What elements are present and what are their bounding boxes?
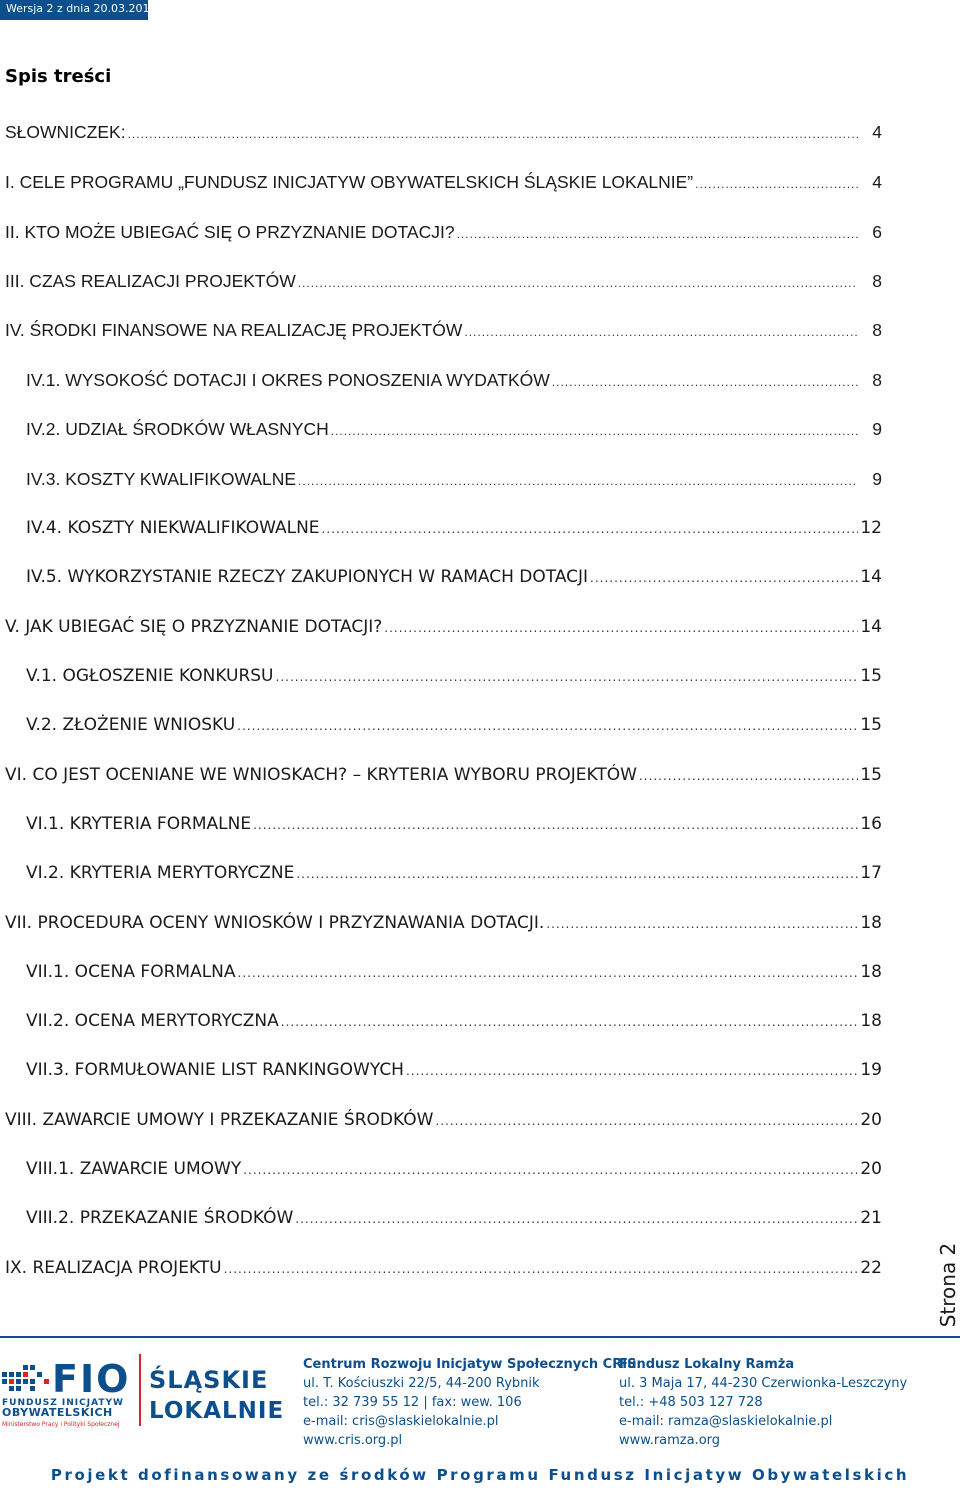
toc-entry[interactable]	[26, 567, 882, 595]
toc-entry-title: VII.2. OCENA MERYTORYCZNA	[26, 1011, 279, 1031]
contact-ramza	[619, 1355, 907, 1450]
toc-leader-dots	[128, 127, 858, 141]
toc-entry[interactable]	[26, 962, 882, 990]
contact-phone: tel.: 32 739 55 12 | fax: wew. 106	[303, 1395, 522, 1410]
fio-logo	[0, 1348, 135, 1430]
toc-entry-page: 15	[860, 765, 882, 785]
toc-entry[interactable]	[26, 1159, 882, 1187]
toc-entry[interactable]	[5, 122, 882, 150]
fio-dot-grid	[2, 1365, 49, 1391]
contact-org: Fundusz Lokalny Ramża	[619, 1357, 795, 1372]
toc-entry-title: I. CELE PROGRAMU „FUNDUSZ INICJATYW OBYWATELSKICH ŚLĄSKIE LOKALNIE”	[5, 172, 694, 192]
toc-entry-title: VIII.2. PRZEKAZANIE ŚRODKÓW	[26, 1208, 294, 1228]
toc-entry-page: 20	[860, 1159, 882, 1179]
toc-entry-title: IV. ŚRODKI FINANSOWE NA REALIZACJĘ PROJEKTÓW	[5, 320, 463, 340]
toc-entry-page: 4	[872, 122, 882, 142]
toc-entry[interactable]	[26, 814, 882, 842]
slaskie-lokalnie-logo	[145, 1358, 285, 1428]
toc-entry-page: 20	[860, 1110, 882, 1130]
toc-entry[interactable]	[5, 765, 882, 793]
toc-entry-title: V.2. ZŁOŻENIE WNIOSKU	[26, 715, 236, 735]
toc-leader-dots	[296, 867, 858, 881]
contact-cris	[303, 1355, 636, 1450]
toc-leader-dots	[298, 474, 858, 488]
toc-entry-title: IV.5. WYKORZYSTANIE RZECZY ZAKUPIONYCH W RAMACH DOTACJI	[26, 567, 589, 587]
toc-entry-title: VIII.1. ZAWARCIE UMOWY	[26, 1159, 242, 1179]
toc-entry-page: 21	[860, 1208, 882, 1228]
toc-entry[interactable]	[5, 1110, 882, 1138]
toc-leader-dots	[322, 522, 858, 536]
contact-phone: tel.: +48 503 127 728	[619, 1395, 763, 1410]
toc-entry[interactable]	[5, 271, 882, 299]
toc-entry[interactable]	[26, 1011, 882, 1039]
page-number-text: Strona 2	[936, 1242, 960, 1328]
toc-entry-title: IV.2. UDZIAŁ ŚRODKÓW WŁASNYCH	[26, 419, 329, 439]
toc-entry[interactable]	[5, 320, 882, 348]
toc-entry-title: VII. PROCEDURA OCENY WNIOSKÓW I PRZYZNAWANIA DOTACJI.	[5, 913, 545, 933]
toc-heading: Spis treści	[5, 66, 112, 87]
toc-entry-page: 15	[860, 715, 882, 735]
toc-entry-page: 22	[860, 1258, 882, 1278]
toc-entry-page: 17	[860, 863, 882, 883]
toc-entry[interactable]	[26, 1208, 882, 1236]
toc-entry[interactable]	[26, 1060, 882, 1088]
toc-entry-page: 16	[860, 814, 882, 834]
toc-entry-title: II. KTO MOŻE UBIEGAĆ SIĘ O PRZYZNANIE DOTACJI?	[5, 222, 455, 242]
toc-entry-page: 9	[872, 419, 882, 439]
toc-entry-page: 14	[860, 567, 882, 587]
toc-entry-page: 14	[860, 617, 882, 637]
toc-leader-dots	[590, 571, 858, 585]
fio-subtitle-2: OBYWATELSKICH	[2, 1406, 113, 1419]
toc-leader-dots	[224, 1262, 858, 1276]
toc-entry[interactable]	[26, 863, 882, 891]
toc-leader-dots	[406, 1064, 858, 1078]
toc-entry[interactable]	[5, 913, 882, 941]
toc-entry[interactable]	[5, 1258, 882, 1286]
toc-leader-dots	[331, 424, 858, 438]
toc-entry[interactable]	[5, 222, 882, 250]
contact-email[interactable]: e-mail: ramza@slaskielokalnie.pl	[619, 1414, 833, 1429]
logo-separator	[139, 1354, 141, 1426]
toc-entry[interactable]	[26, 469, 882, 497]
footer-divider	[0, 1336, 960, 1338]
contact-org: Centrum Rozwoju Inicjatyw Społecznych CRIS	[303, 1357, 637, 1372]
toc-entry-page: 8	[872, 370, 882, 390]
slaskie-line-1: ŚLĄSKIE	[149, 1366, 269, 1394]
toc-entry-page: 18	[860, 962, 882, 982]
toc-entry-page: 8	[872, 320, 882, 340]
toc-entry[interactable]	[5, 172, 882, 200]
toc-entry-title: V. JAK UBIEGAĆ SIĘ O PRZYZNANIE DOTACJI?	[5, 617, 383, 637]
toc-leader-dots	[435, 1114, 858, 1128]
toc-entry-title: SŁOWNICZEK:	[5, 122, 126, 142]
page-number-label	[928, 1242, 960, 1328]
toc-leader-dots	[384, 621, 858, 635]
toc-entry[interactable]	[26, 666, 882, 694]
contact-website[interactable]: www.ramza.org	[619, 1433, 721, 1448]
toc-leader-dots	[295, 1212, 858, 1226]
contact-address: ul. T. Kościuszki 22/5, 44-200 Rybnik	[303, 1376, 540, 1391]
slaskie-line-2: LOKALNIE	[149, 1398, 285, 1424]
toc-leader-dots	[253, 818, 858, 832]
toc-entry-title: VII.3. FORMUŁOWANIE LIST RANKINGOWYCH	[26, 1060, 404, 1080]
toc-entry[interactable]	[26, 370, 882, 398]
toc-leader-dots	[298, 276, 858, 290]
fio-wordmark: FIO	[52, 1357, 131, 1401]
toc-leader-dots	[276, 670, 858, 684]
funding-banner: Projekt dofinansowany ze środków Programu Fundusz Inicjatyw Obywatelskich	[50, 1466, 910, 1484]
contact-email[interactable]: e-mail: cris@slaskielokalnie.pl	[303, 1414, 499, 1429]
toc-entry-title: IX. REALIZACJA PROJEKTU	[5, 1258, 222, 1278]
contact-address: ul. 3 Maja 17, 44-230 Czerwionka-Leszczyny	[619, 1376, 908, 1391]
toc-leader-dots	[464, 325, 858, 339]
toc-entry-title: III. CZAS REALIZACJI PROJEKTÓW	[5, 271, 296, 291]
toc-entry-page: 8	[872, 271, 882, 291]
contact-website[interactable]: www.cris.org.pl	[303, 1433, 403, 1448]
toc-entry-title: VI.2. KRYTERIA MERYTORYCZNE	[26, 863, 295, 883]
toc-entry-page: 9	[872, 469, 882, 489]
footer-logos	[0, 1348, 285, 1433]
toc-entry-title: IV.3. KOSZTY KWALIFIKOWALNE	[26, 469, 297, 489]
toc-entry-title: V.1. OGŁOSZENIE KONKURSU	[26, 666, 274, 686]
toc-leader-dots	[238, 966, 858, 980]
toc-entry-page: 18	[860, 1011, 882, 1031]
toc-leader-dots	[552, 375, 858, 389]
fio-subtitle-1: FUNDUSZ INICJATYW	[2, 1398, 124, 1408]
toc-entry-title: VI.1. KRYTERIA FORMALNE	[26, 814, 252, 834]
fio-ministry: Ministerstwo Pracy i Polityki Społecznej	[2, 1421, 120, 1428]
toc-entry-title: VII.1. OCENA FORMALNA	[26, 962, 236, 982]
toc-entry-page: 18	[860, 913, 882, 933]
toc-entry-title: VI. CO JEST OCENIANE WE WNIOSKACH? – KRYTERIA WYBORU PROJEKTÓW	[5, 765, 637, 785]
toc-entry-page: 4	[872, 172, 882, 192]
version-bar	[0, 0, 157, 20]
toc-leader-dots	[243, 1163, 858, 1177]
toc-entry-title: IV.1. WYSOKOŚĆ DOTACJI I OKRES PONOSZENIA WYDATKÓW	[26, 370, 550, 390]
toc-entry-title: VIII. ZAWARCIE UMOWY I PRZEKAZANIE ŚRODKÓW	[5, 1110, 434, 1130]
toc-leader-dots	[281, 1015, 858, 1029]
version-label: Wersja 2 z dnia 20.03.2015	[6, 2, 157, 15]
toc-leader-dots	[695, 177, 858, 191]
toc-entry[interactable]	[26, 419, 882, 447]
toc-entry-page: 12	[860, 518, 882, 538]
toc-leader-dots	[546, 917, 858, 931]
toc-entry[interactable]	[26, 518, 882, 546]
toc-leader-dots	[457, 227, 858, 241]
toc-entry[interactable]	[26, 715, 882, 743]
toc-entry-page: 19	[860, 1060, 882, 1080]
toc-entry-page: 6	[872, 222, 882, 242]
toc-leader-dots	[237, 719, 858, 733]
toc-entry[interactable]	[5, 617, 882, 645]
toc-entry-title: IV.4. KOSZTY NIEKWALIFIKOWALNE	[26, 518, 320, 538]
toc-entry-page: 15	[860, 666, 882, 686]
toc-leader-dots	[639, 769, 858, 783]
